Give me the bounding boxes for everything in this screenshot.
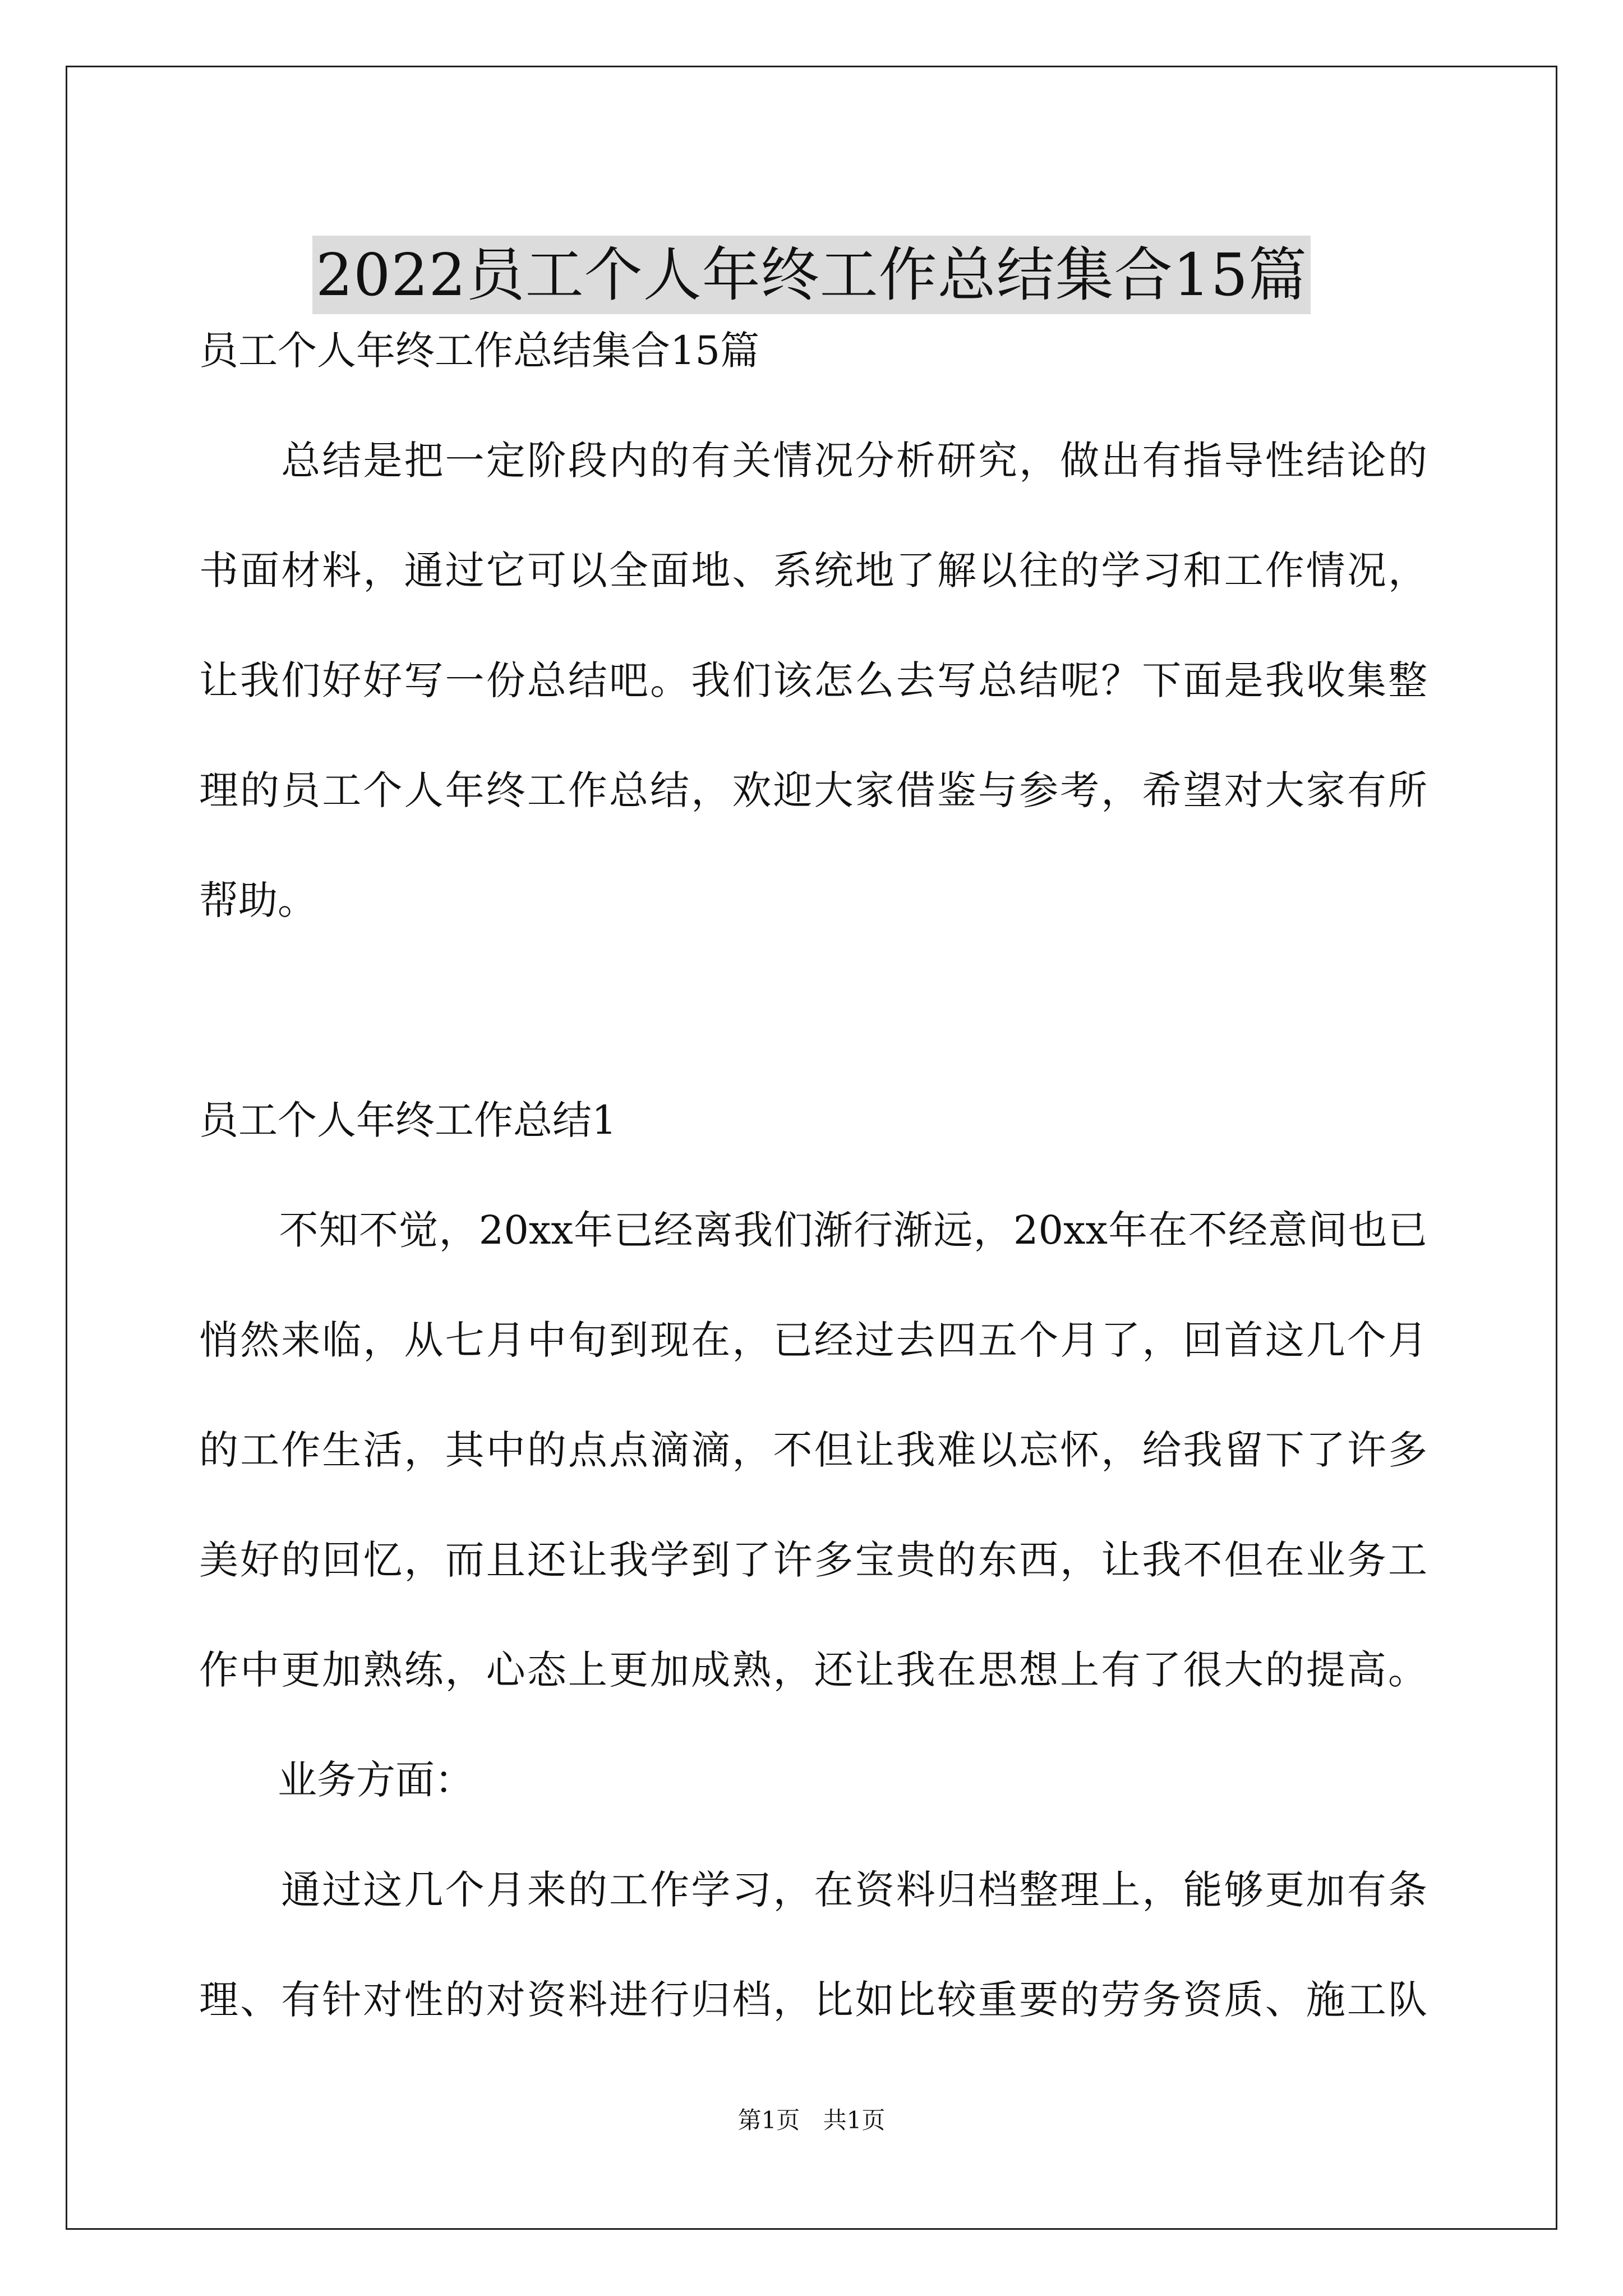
text-line: 的工作生活，其中的点点滴滴，不但让我难以忘怀，给我留下了许多 <box>199 1427 1427 1473</box>
text-line: 美好的回忆，而且还让我学到了许多宝贵的东西，让我不但在业务工 <box>199 1537 1427 1583</box>
page-number: 第1页 <box>737 2106 800 2134</box>
text-line: 理的员工个人年终工作总结，欢迎大家借鉴与参考，希望对大家有所 <box>199 767 1427 813</box>
text-line: 作中更加熟练，心态上更加成熟，还让我在思想上有了很大的提高。 <box>199 1647 1427 1693</box>
text-line: 让我们好好写一份总结吧。我们该怎么去写总结呢？下面是我收集整 <box>199 657 1427 703</box>
page-footer <box>0 2106 1623 2134</box>
text-line: 帮助。 <box>199 877 317 923</box>
page-total: 共1页 <box>823 2106 886 2134</box>
text-line: 理、有针对性的对资料进行归档，比如比较重要的劳务资质、施工队 <box>199 1977 1427 2023</box>
text-line: 书面材料，通过它可以全面地、系统地了解以往的学习和工作情况， <box>199 547 1427 593</box>
text-line: 通过这几个月来的工作学习，在资料归档整理上，能够更加有条 <box>199 1867 1427 1913</box>
text-line: 总结是把一定阶段内的有关情况分析研究，做出有指导性结论的 <box>199 438 1427 484</box>
text-line: 悄然来临，从七月中旬到现在，已经过去四五个月了，回首这几个月 <box>199 1317 1427 1363</box>
text-line: 业务方面： <box>199 1757 474 1803</box>
section-heading: 员工个人年终工作总结1 <box>199 1097 617 1143</box>
text-line: 不知不觉，20xx年已经离我们渐行渐远，20xx年在不经意间也已 <box>199 1207 1427 1253</box>
heading-line: 员工个人年终工作总结集合15篇 <box>199 328 760 374</box>
document-title: 2022员工个人年终工作总结集合15篇 <box>312 236 1311 314</box>
